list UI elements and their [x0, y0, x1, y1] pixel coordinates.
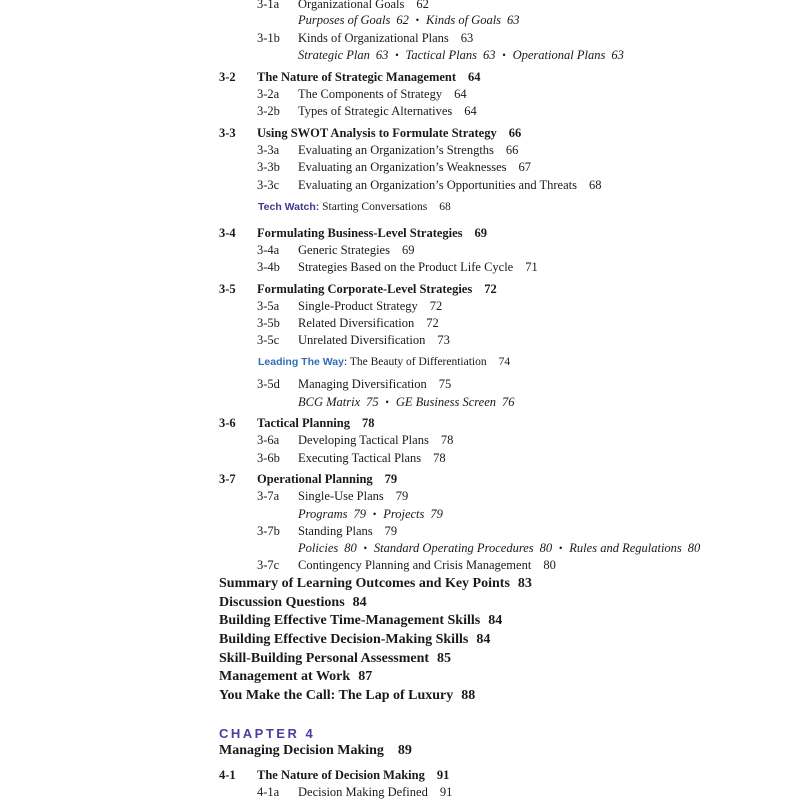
feature-entry: [258, 199, 451, 215]
bullet-separator: •: [363, 543, 367, 553]
page-number: 78: [361, 416, 375, 430]
subsection-number: 3-2a: [257, 87, 280, 101]
page-number: 85: [437, 651, 452, 666]
page-number: 64: [454, 87, 467, 101]
page-number: 79: [395, 489, 409, 503]
page-number: 66: [505, 143, 519, 157]
topic-title: Standard Operating Procedures: [373, 541, 534, 555]
page-number: 87: [358, 669, 373, 684]
page-number: 75: [366, 395, 379, 409]
subsection-title: Generic Strategies 69: [298, 243, 415, 257]
page-number: 71: [525, 260, 538, 274]
end-matter-title: Discussion Questions 84: [219, 595, 367, 610]
subsection-number: 3-4a: [257, 243, 280, 257]
page-number: 66: [508, 126, 522, 140]
subsection-number: 3-3a: [257, 143, 280, 157]
feature-label: Tech Watch:: [258, 201, 320, 213]
subsection-number: 4-1a: [257, 785, 280, 799]
bullet-separator: •: [502, 50, 506, 60]
bullet-separator: •: [373, 509, 377, 519]
topic-list: [298, 540, 700, 556]
end-matter-title: Summary of Learning Outcomes and Key Points 83: [219, 576, 532, 591]
subsection-number: 3-2b: [257, 104, 280, 118]
page-number: 72: [484, 282, 497, 296]
subsection-number: 3-7c: [257, 558, 280, 572]
topic-title: Tactical Plans: [405, 48, 477, 62]
end-matter-title: Management at Work 87: [219, 669, 373, 684]
page-number: 79: [353, 507, 367, 521]
topic-title: Kinds of Goals: [426, 13, 502, 27]
subsection-number: 3-6a: [257, 433, 280, 447]
section-title: The Nature of Strategic Management 64: [257, 70, 481, 84]
section-number: 3-3: [219, 126, 236, 140]
subsection-title: Managing Diversification 75: [298, 377, 452, 391]
subsection-title: Evaluating an Organization’s Weaknesses 67: [298, 160, 532, 174]
section-number: 3-6: [219, 416, 236, 430]
page-number: 72: [426, 316, 439, 330]
page-number: 63: [482, 48, 496, 62]
subsection-title: Executing Tactical Plans 78: [298, 451, 446, 465]
page-number: 84: [352, 595, 367, 610]
page-number: 74: [498, 356, 511, 368]
subsection-title: Evaluating an Organization’s Opportunities and Threats 68: [298, 178, 602, 192]
page-number: 69: [474, 226, 488, 240]
page-number: 64: [468, 70, 481, 84]
page-number: 80: [539, 541, 553, 555]
subsection-title: Evaluating an Organization’s Strengths 66: [298, 143, 519, 157]
section-number: 3-5: [219, 282, 236, 296]
subsection-number: 3-7a: [257, 489, 280, 503]
end-matter-title: You Make the Call: The Lap of Luxury 88: [219, 688, 476, 703]
topic-title: Projects: [383, 507, 425, 521]
page-number: 80: [543, 558, 556, 572]
page-number: 64: [464, 104, 477, 118]
page-number: 68: [439, 201, 451, 213]
section-title: Tactical Planning 78: [257, 416, 375, 430]
section-title: The Nature of Decision Making 91: [257, 768, 450, 782]
subsection-title: Related Diversification 72: [298, 316, 439, 330]
section-title: Formulating Corporate-Level Strategies 72: [257, 282, 497, 296]
page-number: 62: [396, 13, 409, 27]
section-title: Using SWOT Analysis to Formulate Strategy 66: [257, 126, 522, 140]
page-number: 76: [502, 395, 515, 409]
section-title: Operational Planning 79: [257, 472, 398, 486]
section-number: 3-7: [219, 472, 236, 486]
subsection-number: 3-6b: [257, 451, 280, 465]
page-number: 80: [687, 541, 701, 555]
section-number: 3-2: [219, 70, 236, 84]
topic-title: Policies: [298, 541, 339, 555]
feature-label: Leading The Way: [258, 356, 344, 368]
subsection-number: 3-5a: [257, 299, 280, 313]
bullet-separator: •: [385, 397, 389, 407]
subsection-number: 3-3c: [257, 178, 280, 192]
page-number: 62: [416, 0, 429, 11]
subsection-number: 3-5c: [257, 333, 280, 347]
page-number: 73: [437, 333, 450, 347]
bullet-separator: •: [559, 543, 563, 553]
section-number: 3-4: [219, 226, 236, 240]
bullet-separator: •: [415, 15, 420, 25]
topic-list: [298, 506, 443, 522]
subsection-title: Standing Plans 79: [298, 524, 398, 538]
bullet-separator: •: [395, 50, 399, 60]
subsection-title: Types of Strategic Alternatives 64: [298, 104, 477, 118]
subsection-title: Contingency Planning and Crisis Management 80: [298, 558, 556, 572]
subsection-title: Unrelated Diversification 73: [298, 333, 450, 347]
subsection-number: 3-5b: [257, 316, 280, 330]
chapter-title: Managing Decision Making 89: [219, 743, 412, 758]
chapter-label: CHAPTER 4: [219, 726, 316, 741]
subsection-title: Single-Product Strategy 72: [298, 299, 443, 313]
subsection-title: Strategies Based on the Product Life Cycle 71: [298, 260, 538, 274]
topic-title: Purposes of Goals: [298, 13, 391, 27]
feature-entry: [258, 354, 510, 370]
page-number: 83: [517, 576, 532, 591]
page-number: 63: [460, 31, 474, 45]
topic-list: [298, 47, 624, 63]
page-number: 63: [375, 48, 389, 62]
subsection-title: Decision Making Defined 91: [298, 785, 453, 799]
page-number: 89: [397, 743, 412, 758]
end-matter-title: Building Effective Time-Management Skills 84: [219, 613, 503, 628]
page-number: 84: [476, 632, 491, 647]
topic-list: [298, 394, 515, 410]
topic-title: GE Business Screen: [395, 395, 497, 409]
subsection-number: 3-3b: [257, 160, 280, 174]
page-number: 91: [436, 768, 450, 782]
page-number: 63: [611, 48, 624, 62]
subsection-title: Single-Use Plans 79: [298, 489, 409, 503]
section-number: 4-1: [219, 768, 236, 782]
end-matter-title: Building Effective Decision-Making Skills 84: [219, 632, 491, 647]
subsection-number: 3-5d: [257, 377, 280, 391]
subsection-number: 3-7b: [257, 524, 280, 538]
page-number: 78: [433, 451, 446, 465]
topic-list: [298, 12, 520, 28]
page-number: 79: [384, 524, 398, 538]
page-number: 88: [461, 688, 476, 703]
page-number: 67: [518, 160, 532, 174]
page-number: 91: [439, 785, 453, 799]
page-number: 68: [589, 178, 602, 192]
page-number: 69: [401, 243, 415, 257]
subsection-title: Kinds of Organizational Plans 63: [298, 31, 474, 45]
page-number: 75: [438, 377, 452, 391]
page-number: 84: [488, 613, 503, 628]
page-number: 78: [440, 433, 454, 447]
section-title: Formulating Business-Level Strategies 69: [257, 226, 488, 240]
topic-title: Operational Plans: [512, 48, 606, 62]
subsection-number: 3-4b: [257, 260, 280, 274]
feature-title: Starting Conversations: [319, 201, 428, 213]
topic-title: Strategic Plan: [298, 48, 370, 62]
topic-title: Programs: [298, 507, 348, 521]
page-number: 80: [344, 541, 357, 555]
page-number: 79: [384, 472, 398, 486]
subsection-number: 3-1b: [257, 31, 280, 45]
page-number: 79: [430, 507, 443, 521]
subsection-title: The Components of Strategy 64: [298, 87, 467, 101]
subsection-title: Organizational Goals 62: [298, 0, 429, 12]
subsection-number: 3-1a: [257, 0, 280, 11]
topic-title: Rules and Regulations: [569, 541, 682, 555]
topic-title: BCG Matrix: [298, 395, 361, 409]
end-matter-title: Skill-Building Personal Assessment 85: [219, 651, 452, 666]
page-number: 63: [507, 13, 520, 27]
subsection-title: Developing Tactical Plans 78: [298, 433, 454, 447]
page-number: 72: [429, 299, 443, 313]
feature-title: : The Beauty of Differentiation: [343, 356, 487, 368]
